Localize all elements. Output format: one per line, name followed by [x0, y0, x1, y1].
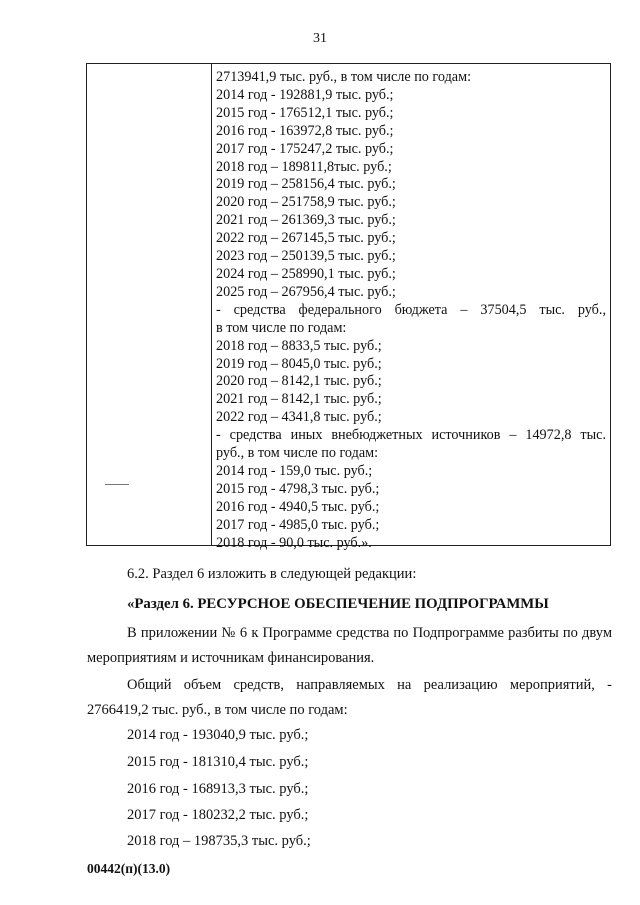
paragraph-total-volume: Общий объем средств, направляемых на реализацию мероприятий, - 2766419,2 тыс. руб., в том числе по годам:	[87, 677, 612, 718]
table-line: 2018 год - 90,0 тыс. руб.».	[216, 534, 372, 551]
table-line: 2019 год – 258156,4 тыс. руб.;	[216, 176, 396, 193]
table-line: 2713941,9 тыс. руб., в том числе по годам:	[216, 69, 472, 85]
table-line: 2019 год – 8045,0 тыс. руб.;	[216, 355, 382, 372]
scan-mark	[105, 484, 129, 485]
table-line: 2016 год - 4940,5 тыс. руб.;	[216, 498, 380, 515]
table-line: - средства иных внебюджетных источников – 14972,8 тыс.	[216, 427, 606, 444]
year-line: 2016 год - 168913,3 тыс. руб.;	[127, 781, 309, 797]
table-line: 2017 год - 4985,0 тыс. руб.;	[216, 516, 380, 533]
page-number: 31	[313, 31, 327, 46]
year-line: 2018 год – 198735,3 тыс. руб.;	[127, 833, 311, 849]
year-line: 2014 год - 193040,9 тыс. руб.;	[127, 727, 309, 743]
paragraph-distribution: В приложении № 6 к Программе средства по Подпрограмме разбиты по двум мероприятиям и источникам финансирования.	[87, 625, 612, 666]
section-intro: 6.2. Раздел 6 изложить в следующей редакции:	[127, 566, 417, 582]
year-line: 2015 год - 181310,4 тыс. руб.;	[127, 754, 309, 770]
table-line: 2025 год – 267956,4 тыс. руб.;	[216, 283, 396, 300]
table-line: 2023 год – 250139,5 тыс. руб.;	[216, 248, 396, 265]
table-line: в том числе по годам:	[216, 319, 347, 336]
table-line: - средства федерального бюджета – 37504,5 тыс. руб.,	[216, 301, 606, 318]
section-heading: «Раздел 6. РЕСУРСНОЕ ОБЕСПЕЧЕНИЕ ПОДПРОГРАММЫ	[127, 596, 549, 612]
table-line: 2015 год - 176512,1 тыс. руб.;	[216, 104, 394, 121]
table-line: 2020 год – 8142,1 тыс. руб.;	[216, 373, 382, 390]
table-line: 2014 год - 159,0 тыс. руб.;	[216, 462, 373, 479]
table-line: 2021 год – 8142,1 тыс. руб.;	[216, 391, 382, 408]
table-line: 2020 год – 251758,9 тыс. руб.;	[216, 194, 396, 211]
table-line: 2015 год - 4798,3 тыс. руб.;	[216, 480, 380, 497]
document-code: 00442(п)(13.0)	[87, 861, 171, 876]
table-column-divider	[211, 64, 212, 545]
table-line: 2017 год - 175247,2 тыс. руб.;	[216, 140, 394, 157]
table-line: 2018 год – 8833,5 тыс. руб.;	[216, 337, 382, 354]
table-line: 2022 год – 267145,5 тыс. руб.;	[216, 230, 396, 247]
table-line: 2021 год – 261369,3 тыс. руб.;	[216, 212, 396, 229]
table-line: руб., в том числе по годам:	[216, 445, 379, 462]
table-right-cell	[216, 69, 606, 552]
table-line: 2014 год - 192881,9 тыс. руб.;	[216, 86, 394, 103]
table-line: 2018 год – 189811,8тыс. руб.;	[216, 158, 392, 175]
funding-table	[86, 63, 611, 551]
table-line: 2022 год – 4341,8 тыс. руб.;	[216, 409, 382, 426]
year-line: 2017 год - 180232,2 тыс. руб.;	[127, 807, 309, 823]
table-line: 2016 год - 163972,8 тыс. руб.;	[216, 122, 394, 139]
table-line: 2024 год – 258990,1 тыс. руб.;	[216, 265, 396, 282]
